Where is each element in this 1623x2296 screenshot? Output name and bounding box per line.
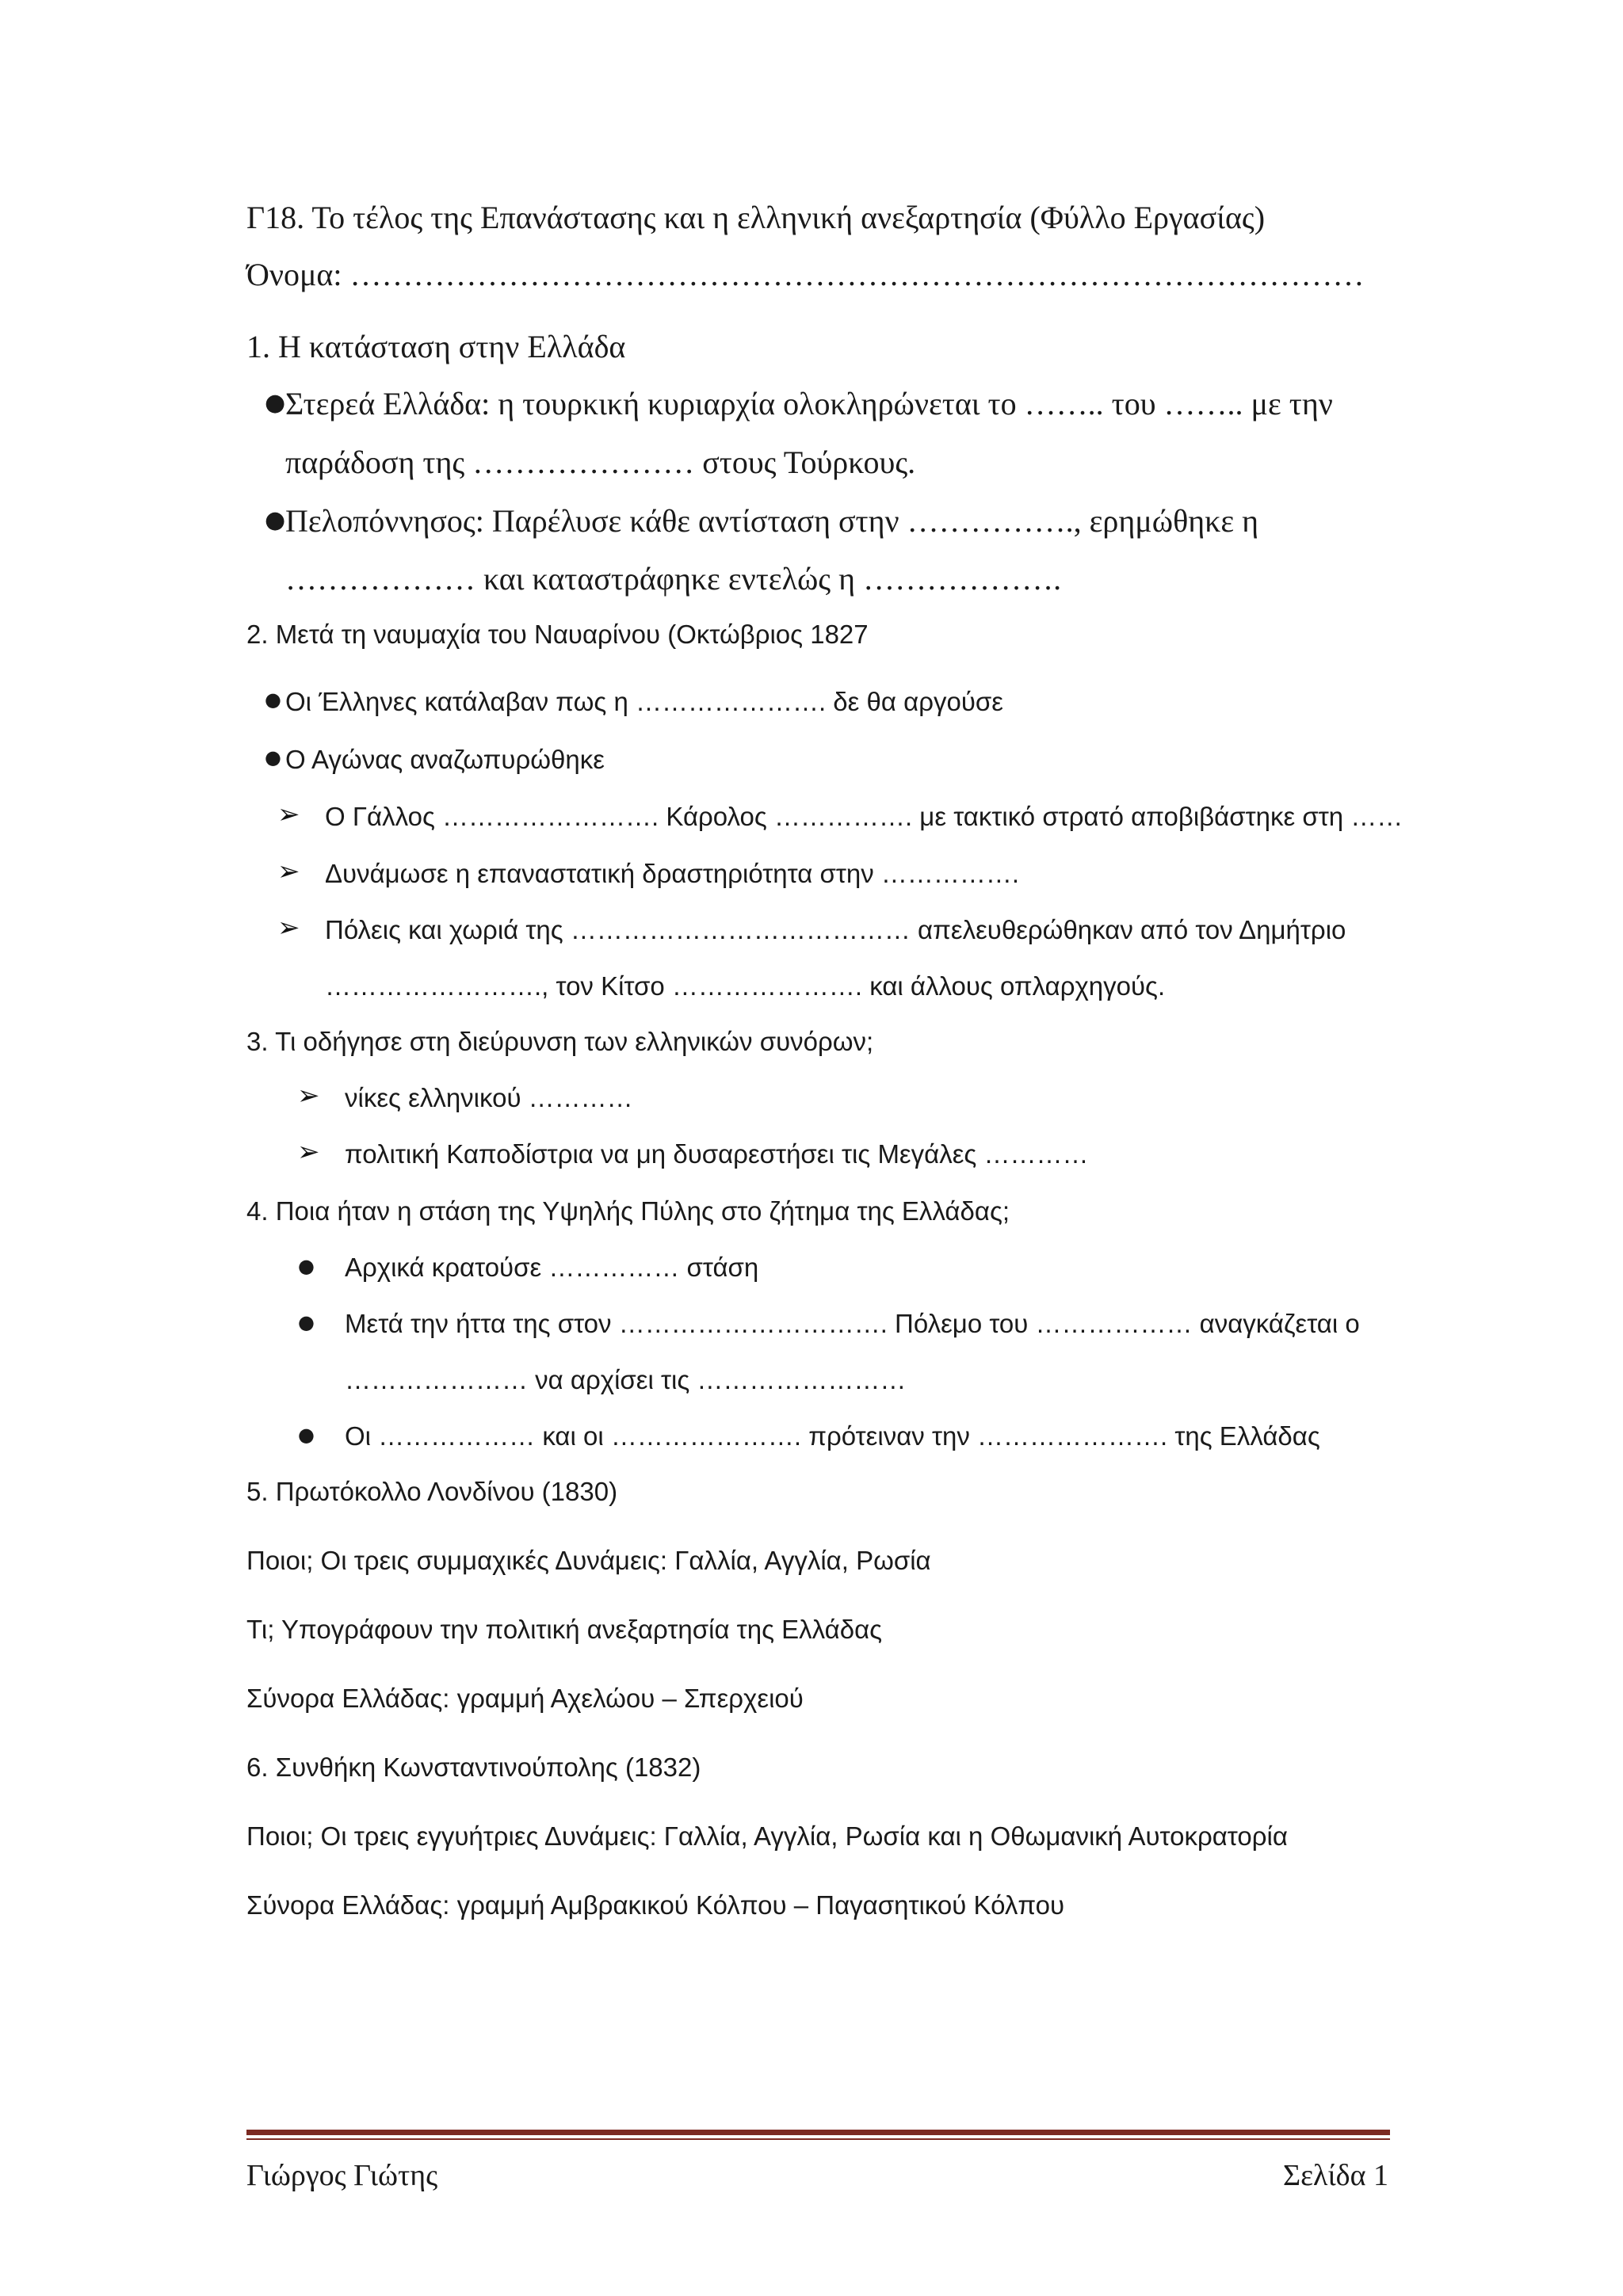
bullet-icon: ● xyxy=(265,688,281,711)
bullet-icon: ● xyxy=(265,506,286,534)
footer-rule-thick xyxy=(246,2130,1390,2135)
name-field: Όνομα: …………………………………………………………………………………… xyxy=(246,257,1365,292)
arrow-bullet-icon: ➢ xyxy=(277,856,300,887)
section-6-heading: 6. Συνθήκη Κωνσταντινούπολης (1832) xyxy=(246,1753,701,1782)
bullet-icon: ● xyxy=(298,1424,315,1446)
section-5-line-1: Ποιοι; Οι τρεις συμμαχικές Δυνάμεις: Γαλλία, Αγγλία, Ρωσία xyxy=(246,1546,931,1575)
section-4-item-2-line-2: ………………… να αρχίσει τις …………………… xyxy=(345,1365,907,1394)
arrow-bullet-icon: ➢ xyxy=(277,799,300,830)
section-5-line-2: Τι; Υπογράφουν την πολιτική ανεξαρτησία της Ελλάδας xyxy=(246,1615,883,1644)
section-2-sub-3-line-2: ……………………., τον Κίτσο …………………. και άλλους οπλαρχηγούς. xyxy=(325,971,1166,1001)
section-2-sub-1: Ο Γάλλος ……………………. Κάρολος ……………. με τακτικό στρατό αποβιβάστηκε στη …… xyxy=(325,802,1403,831)
section-6-line-2: Σύνορα Ελλάδας: γραμμή Αμβρακικού Κόλπου – Παγασητικού Κόλπου xyxy=(246,1890,1065,1920)
section-2-heading: 2. Μετά τη ναυμαχία του Ναυαρίνου (Οκτώβριος 1827 xyxy=(246,620,869,649)
bullet-icon: ● xyxy=(265,389,286,417)
section-1-item-1-line-2: παράδοση της ………………… στους Τούρκους. xyxy=(285,444,916,480)
arrow-bullet-icon: ➢ xyxy=(297,1136,320,1168)
bullet-icon: ● xyxy=(298,1255,315,1277)
section-3-sub-1: νίκες ελληνικού ………… xyxy=(345,1083,633,1112)
section-4-item-3: Οι ……………… και οι …………………. πρότειναν την …………………. της Ελλάδας xyxy=(345,1421,1320,1451)
section-3-heading: 3. Τι οδήγησε στη διεύρυνση των ελληνικών συνόρων; xyxy=(246,1027,874,1056)
section-3-sub-2: πολιτική Καποδίστρια να μη δυσαρεστήσει τις Μεγάλες ………… xyxy=(345,1139,1089,1169)
section-1-item-2-line-1: Πελοπόννησος: Παρέλυσε κάθε αντίσταση στην ……………., ερημώθηκε η xyxy=(285,503,1259,539)
section-2-sub-3-line-1: Πόλεις και χωριά της ………………………………… απελευθερώθηκαν από τον Δημήτριο xyxy=(325,915,1346,944)
section-1-heading: 1. Η κατάσταση στην Ελλάδα xyxy=(246,329,626,364)
arrow-bullet-icon: ➢ xyxy=(297,1080,320,1112)
footer-rule-thin xyxy=(246,2138,1390,2140)
bullet-icon: ● xyxy=(265,746,281,769)
section-4-item-2-line-1: Μετά την ήττα της στον …………………………. Πόλεμο του ……………… αναγκάζεται ο xyxy=(345,1309,1360,1338)
section-2-sub-2: Δυνάμωσε η επαναστατική δραστηριότητα στην ……………. xyxy=(325,859,1020,888)
section-1-item-2-line-2: ……………… και καταστράφηκε εντελώς η ………………. xyxy=(285,561,1062,597)
section-2-item-2: Ο Αγώνας αναζωπυρώθηκε xyxy=(285,745,605,774)
section-5-line-3: Σύνορα Ελλάδας: γραμμή Αχελώου – Σπερχειού xyxy=(246,1684,804,1713)
section-1-item-1-line-1: Στερεά Ελλάδα: η τουρκική κυριαρχία ολοκληρώνεται το …….. του …….. με την xyxy=(285,386,1333,421)
section-5-heading: 5. Πρωτόκολλο Λονδίνου (1830) xyxy=(246,1477,618,1506)
section-2-item-1: Οι Έλληνες κατάλαβαν πως η …………………. δε θα αργούσε xyxy=(285,687,1003,716)
arrow-bullet-icon: ➢ xyxy=(277,912,300,944)
section-4-heading: 4. Ποια ήταν η στάση της Υψηλής Πύλης στο ζήτημα της Ελλάδας; xyxy=(246,1196,1010,1226)
footer-author: Γιώργος Γιώτης xyxy=(246,2159,438,2192)
bullet-icon: ● xyxy=(298,1311,315,1333)
section-4-item-1: Αρχικά κρατούσε …………… στάση xyxy=(345,1253,759,1282)
footer-page-number: Σελίδα 1 xyxy=(1282,2159,1388,2192)
worksheet-title: Γ18. Το τέλος της Επανάστασης και η ελληνική ανεξαρτησία (Φύλλο Εργασίας) xyxy=(246,200,1266,235)
section-6-line-1: Ποιοι; Οι τρεις εγγυήτριες Δυνάμεις: Γαλλία, Αγγλία, Ρωσία και η Οθωμανική Αυτοκρατορία xyxy=(246,1821,1288,1851)
